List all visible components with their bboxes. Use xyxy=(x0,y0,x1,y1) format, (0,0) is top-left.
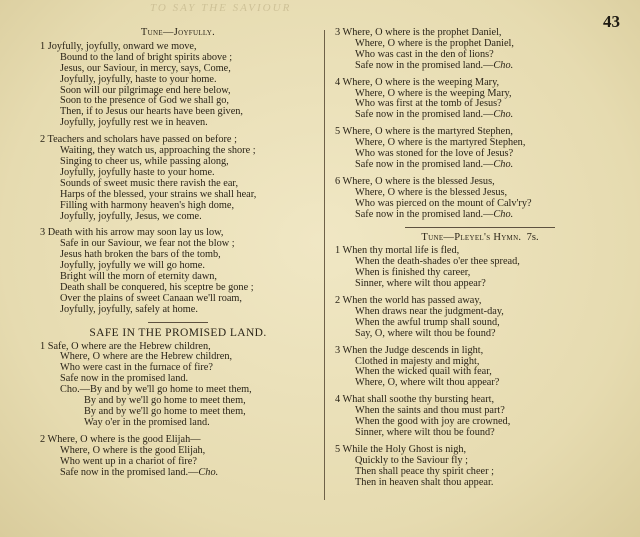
verse-line: Jesus hath broken the bars of the tomb, xyxy=(60,249,221,261)
verse-line: 1 When thy mortal life is fled, xyxy=(335,245,460,257)
verse-line: 4 What shall soothe thy bursting heart, xyxy=(335,394,495,406)
chorus-marker: Cho. xyxy=(198,466,219,478)
verse-line: When is finished thy career, xyxy=(355,267,471,279)
verse-text: Safe now in the promised land.— xyxy=(355,208,494,220)
verse-line: Safe in our Saviour, we fear not the blow ; xyxy=(60,238,235,250)
chorus-line: Way o'er in the promised land. xyxy=(84,416,210,428)
verse-line: Safe now in the promised land. xyxy=(60,373,189,385)
verse-line: Joyfully, joyfully, Jesus, we come. xyxy=(60,210,202,222)
column-divider xyxy=(324,30,325,500)
verse-line: Say, O, where wilt thou be found? xyxy=(355,327,496,339)
verse-line: Joyfully, joyfully, haste to your home. xyxy=(60,73,217,85)
left-column xyxy=(40,28,316,484)
verse-line: When the saints and thou must part? xyxy=(355,405,505,417)
stanza-pleyel-1 xyxy=(335,246,625,290)
verse-line: 6 Where, O where is the blessed Jesus, xyxy=(335,175,495,187)
stanza-pleyel-3 xyxy=(335,346,625,390)
verse-line: Where, O where is the martyred Stephen, xyxy=(355,137,526,149)
stanza-pleyel-2 xyxy=(335,296,625,340)
verse-line: Where, O where is the good Elijah, xyxy=(60,444,206,456)
verse-line: Joyfully, joyfully, safely at home. xyxy=(60,303,198,315)
stanza-safe-3 xyxy=(335,28,625,72)
verse-line: Where, O where is the weeping Mary, xyxy=(355,87,512,99)
verse-line: Where, O where is the prophet Daniel, xyxy=(355,37,514,49)
verse-line xyxy=(335,110,625,121)
tune-heading-pleyel xyxy=(335,233,625,244)
stanza-safe-1 xyxy=(40,342,316,429)
verse-line: Who was pierced on the mount of Calv'ry? xyxy=(355,197,532,209)
verse-line: Who were cast in the furnace of fire? xyxy=(60,362,213,374)
stanza-joyfully-2 xyxy=(40,135,316,222)
chorus-marker: Cho. xyxy=(493,158,514,170)
tune-name: Tune—Pleyel's Hymn. xyxy=(421,231,522,243)
verse-line: Where, O where are the Hebrew children, xyxy=(60,351,233,363)
verse-line: Sinner, where wilt thou appear? xyxy=(355,278,486,290)
verse-line: When the death-shades o'er thee spread, xyxy=(355,256,520,268)
verse-line: Who was stoned for the love of Jesus? xyxy=(355,148,514,160)
verse-line: 1 Joyfully, joyfully, onward we move, xyxy=(40,40,197,52)
verse-line: When the awful trump shall sound, xyxy=(355,316,500,328)
verse-line: Who was first at the tomb of Jesus? xyxy=(355,98,502,110)
verse-text: Safe now in the promised land.— xyxy=(355,158,494,170)
chorus-line: By and by we'll go home to meet them, xyxy=(84,395,246,407)
verse-line: 2 Teachers and scholars have passed on before ; xyxy=(40,134,237,146)
verse-line: 1 Safe, O where are the Hebrew children, xyxy=(40,340,211,352)
verse-line: When the good with joy are crowned, xyxy=(355,416,511,428)
meter-label: 7s. xyxy=(526,231,539,243)
chorus-line: By and by we'll go home to meet them, xyxy=(84,406,246,417)
verse-line: Then shall peace thy spirit cheer ; xyxy=(355,465,494,477)
stanza-joyfully-3 xyxy=(40,228,316,315)
verse-line: Where, O where is the blessed Jesus, xyxy=(355,186,508,198)
verse-line: Who went up in a chariot of fire? xyxy=(60,455,197,467)
tune-heading-joyfully: Tune—Joyfully. xyxy=(140,27,216,38)
verse-line: Over the plains of sweet Canaan we'll roam, xyxy=(60,292,242,304)
verse-line: Death shall be conquered, his sceptre be gone ; xyxy=(60,281,254,293)
verse-line: Jesus, our Saviour, in mercy, says, Come, xyxy=(60,62,231,74)
verse-line: Harps of the blessed, your strains we shall hear, xyxy=(60,188,257,200)
chorus-marker: Cho. xyxy=(493,59,514,71)
verse-line: 3 Where, O where is the prophet Daniel, xyxy=(335,27,502,38)
verse-line: 3 Death with his arrow may soon lay us low, xyxy=(40,227,224,239)
verse-line: Soon will our pilgrimage end here below, xyxy=(60,84,231,96)
verse-line xyxy=(335,210,625,221)
verse-line: Then, if to Jesus our hearts have been given, xyxy=(60,106,244,118)
verse-line: When the wicked quail with fear, xyxy=(355,366,492,378)
section-rule xyxy=(405,227,555,228)
verse-line: Who was cast in the den of lions? xyxy=(355,48,494,60)
verse-line: 3 When the Judge descends in light, xyxy=(335,344,484,356)
stanza-pleyel-4 xyxy=(335,395,625,439)
verse-line: Joyfully, joyfully we will go home. xyxy=(60,260,205,272)
chorus-label: Cho. xyxy=(60,384,80,396)
verse-line: Joyfully, joyfully haste to your home. xyxy=(60,166,215,178)
verse-line: Bright will the morn of eternity dawn, xyxy=(60,271,217,283)
section-rule xyxy=(148,322,208,323)
verse-line: Clothed in majesty and might, xyxy=(355,355,480,367)
verse-line: 4 Where, O where is the weeping Mary, xyxy=(335,76,500,88)
verse-line: Sinner, where wilt thou be found? xyxy=(355,427,495,438)
verse-line: 5 Where, O where is the martyred Stephen, xyxy=(335,126,513,138)
verse-text: Safe now in the promised land.— xyxy=(60,466,199,478)
verse-line: 2 Where, O where is the good Elijah— xyxy=(40,433,201,445)
bleed-through-text: TO SAY THE SAVIOUR xyxy=(150,2,292,14)
verse-line: Joyfully, joyfully rest we in heaven. xyxy=(60,117,208,129)
verse-line: Bound to the land of bright spirits above ; xyxy=(60,51,233,63)
verse-line: Soon to the presence of God we shall go, xyxy=(60,95,230,107)
verse-line: Sounds of sweet music there ravish the ear, xyxy=(60,177,239,189)
verse-line: 2 When the world has passed away, xyxy=(335,295,482,307)
chorus-marker: Cho. xyxy=(493,109,514,121)
verse-line xyxy=(40,468,316,479)
verse-line: Filling with harmony heaven's high dome, xyxy=(60,199,235,211)
verse-line xyxy=(335,61,625,72)
verse-line: Where, O, where wilt thou appear? xyxy=(355,377,500,389)
stanza-joyfully-1 xyxy=(40,42,316,129)
stanza-safe-2 xyxy=(40,435,316,479)
verse-line: Quickly to the Saviour fly ; xyxy=(355,454,468,466)
page-number: 43 xyxy=(603,12,620,31)
right-column xyxy=(335,28,625,495)
stanza-safe-6 xyxy=(335,177,625,221)
verse-line: When draws near the judgment-day, xyxy=(355,305,504,317)
verse-text: Safe now in the promised land.— xyxy=(355,109,494,121)
verse-line xyxy=(335,160,625,171)
chorus-text: —By and by we'll go home to meet them, xyxy=(79,384,252,396)
stanza-pleyel-5 xyxy=(335,445,625,489)
verse-line: 5 While the Holy Ghost is nigh, xyxy=(335,443,467,455)
verse-line: Then in heaven shalt thou appear. xyxy=(355,476,494,488)
stanza-safe-5 xyxy=(335,127,625,171)
verse-text: Safe now in the promised land.— xyxy=(355,59,494,71)
verse-line: Singing to cheer us, while passing along, xyxy=(60,155,229,167)
hymn-title-safe: SAFE IN THE PROMISED LAND. xyxy=(89,326,267,339)
verse-line: Waiting, they watch us, approaching the shore ; xyxy=(60,145,256,157)
stanza-safe-4 xyxy=(335,78,625,122)
chorus-marker: Cho. xyxy=(493,208,514,220)
